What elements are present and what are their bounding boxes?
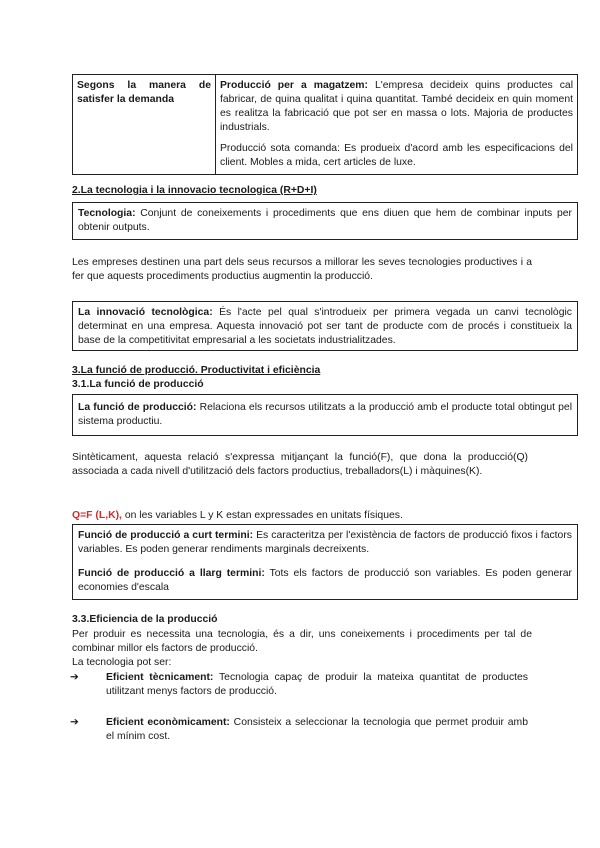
section2-paragraph: Les empreses destinen una part dels seus recursos a millorar les seves tecnologies productives i a fer que aquests procediments productius augmentin la producció.	[72, 257, 532, 282]
section33-heading: 3.3.Eficiencia de la producció	[72, 614, 218, 625]
innovation-text: És l'acte pel qual s'introdueix per primera vegada un canvi tecnològic determinat en una empresa. Aquesta innovació pot ser tant de producte com de procés i constitueix la base de la competitivitat empresarial a les societats industrialitzades.	[78, 307, 572, 346]
table-paragraph-order: Producció sota comanda: Es produeix d'acord amb les especificacions del client. Mobles a mida, cert articles de luxe.	[220, 143, 573, 168]
economic-efficiency-term: Eficient econòmicament:	[106, 717, 230, 728]
section2-heading: 2.La tecnologia i la innovacio tecnologica (R+D+I)	[72, 185, 317, 196]
bullet-economic-efficiency	[70, 716, 528, 744]
technical-efficiency-term: Eficient tècnicament:	[106, 672, 214, 683]
table-right-cell	[216, 75, 578, 175]
short-term-text: Es caracteritza per l'existència de factors de producció fixos i factors variables. Es poden generar rendiments marginals decreixents.	[78, 530, 572, 555]
innovation-definition	[78, 306, 572, 348]
long-term-term: Funció de producció a llarg termini:	[78, 568, 265, 579]
technical-efficiency-text: Tecnologia capaç de produir la mateixa quantitat de productes utilitzant menys factors de producció.	[106, 672, 529, 697]
short-term-definition	[78, 529, 572, 557]
section3-heading: 3.La funció de producció. Productivitat i eficiència	[72, 365, 321, 376]
long-term-definition	[78, 567, 572, 595]
technology-term: Tecnologia:	[78, 208, 136, 219]
table-left-cell	[73, 75, 216, 175]
long-term-text: Tots els factors de producció son variables. Es poden generar economies d'escala	[78, 568, 572, 593]
arrow-right-icon: ➔	[70, 717, 79, 728]
table-left-label: Segons la manera de satisfer la demanda	[77, 80, 211, 105]
formula-explanation: on les variables L y K estan expressades en unitats físiques.	[121, 510, 403, 521]
technology-definition-box	[72, 202, 578, 240]
production-function-term: La funció de producció:	[78, 402, 197, 413]
economic-efficiency-item	[70, 716, 528, 744]
production-function-definition	[78, 401, 572, 429]
economic-efficiency-text: Consisteix a seleccionar la tecnologia que permet produir amb el mínim cost.	[106, 717, 528, 742]
bullet-technical-efficiency	[70, 671, 529, 699]
innovation-term: La innovació tecnològica:	[78, 307, 213, 318]
technical-efficiency-item	[70, 671, 529, 699]
table-paragraph-stock	[220, 79, 573, 135]
section3-subheading: 3.1.La funció de producció	[72, 379, 204, 390]
section33-intro: La tecnologia pot ser:	[72, 657, 172, 668]
section3-paragraph: Sintèticament, aquesta relació s'expressa mitjançant la funció(F), que dona la producció(Q) associada a cada nivell d'utilització dels factors productius, treballadors(L) i màquines(K).	[72, 452, 528, 477]
innovation-definition-box	[72, 301, 578, 351]
arrow-right-icon: ➔	[70, 672, 79, 683]
section33-paragraph: Per produir es necessita una tecnologia, és a dir, uns coneixements i procediments per tal de combinar millor els factors de producció.	[72, 629, 532, 654]
production-formula	[72, 510, 403, 521]
technology-definition	[78, 207, 572, 235]
production-classification-table	[72, 74, 578, 175]
stock-production-text: L'empresa decideix quins productes cal fabricar, de quina qualitat i quina quantitat. També decideix en quin moment es realitza la fabricació que pot ser en massa o lots. Majoria de productes industrials.	[220, 80, 573, 133]
production-function-text: Relaciona els recursos utilitzats a la producció amb el producte total obtingut pel sistema productiu.	[78, 402, 573, 427]
short-term-term: Funció de producció a curt termini:	[78, 530, 254, 541]
stock-production-term: Producció per a magatzem:	[220, 80, 368, 91]
production-function-box	[72, 394, 578, 436]
short-long-term-box	[72, 524, 578, 600]
formula-expression: Q=F (L,K),	[72, 510, 122, 521]
technology-text: Conjunt de coneixements i procediments que ens diuen que hem de combinar inputs per obtenir outputs.	[78, 208, 572, 233]
